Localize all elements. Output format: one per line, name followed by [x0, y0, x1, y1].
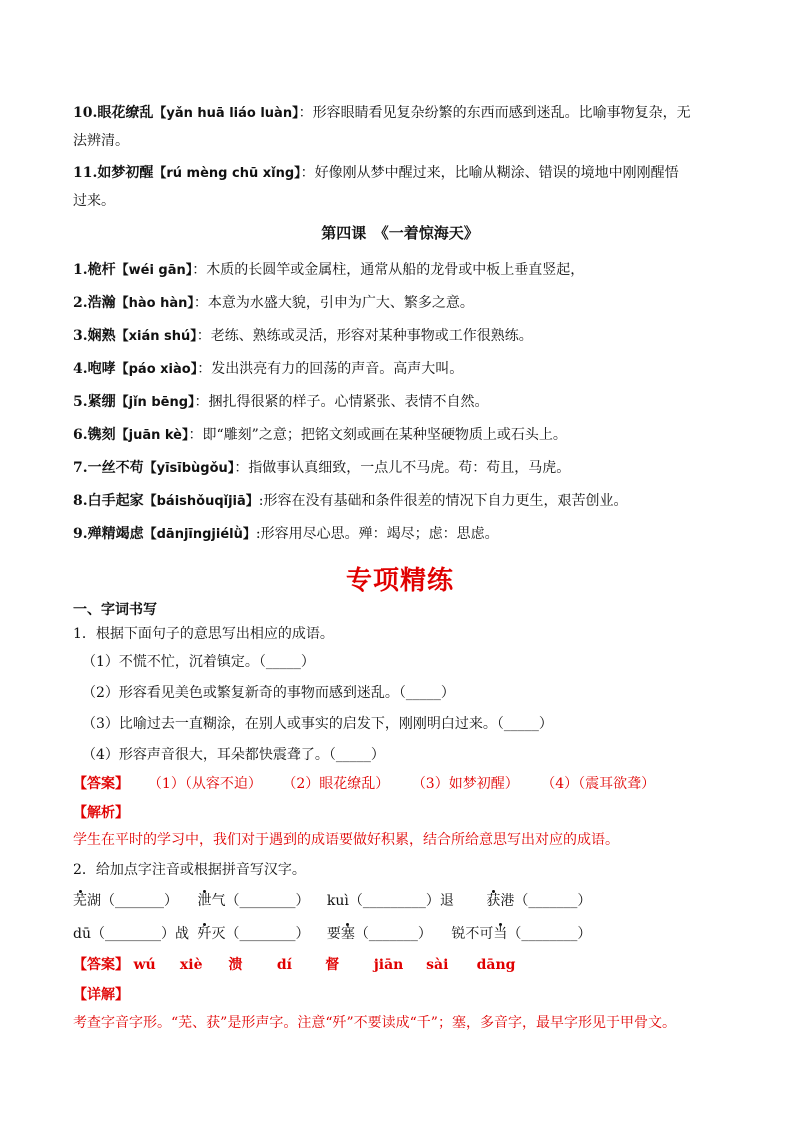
fill-text: kuì（_________）退	[326, 893, 454, 909]
fill-text: 湖（_______）	[87, 893, 178, 909]
answer-2: （2）眼花缭乱）	[282, 776, 390, 792]
lesson-item-6	[73, 425, 733, 446]
fill-cell	[327, 924, 447, 944]
vocab-item-10-cont	[73, 131, 733, 151]
item-pinyin: 【xián shú】	[115, 329, 197, 344]
dotted-char: 歼	[197, 926, 212, 942]
fill-cell	[486, 891, 626, 911]
lesson-item-4	[73, 359, 733, 380]
fill-text: 要	[326, 926, 341, 942]
lesson-title: 第四课 《一着惊海天》	[321, 224, 479, 242]
answer-4: （4）（震耳欲聋）	[541, 776, 656, 792]
lesson-item-2	[73, 293, 733, 314]
lesson-item-5	[73, 392, 733, 413]
item-pinyin: 【wéi gān】	[115, 263, 193, 278]
lesson-item-9	[73, 524, 733, 545]
question-1-analysis-label: 【解析】	[73, 805, 129, 821]
item-word: 殚精竭虑	[87, 526, 144, 542]
item-definition: :形容在没有基础和条件很差的情况下自力更生，艰苦创业。	[258, 493, 628, 509]
item-definition: ：指做事认真细致，一点儿不马虎。苟：苟且，马虎。	[234, 460, 571, 476]
item-definition: ：捆扎得很紧的样子。心情紧张、表情不自然。	[194, 394, 489, 410]
item-word: 镌刻	[87, 427, 116, 443]
answer-4: dí	[276, 957, 292, 973]
vocab-definition-cont: 过来。	[73, 193, 115, 209]
item-num: 5.	[73, 394, 88, 410]
fill-cell	[451, 924, 626, 944]
vocab-item-11	[73, 163, 733, 184]
item-pinyin: 【jǐn bēng】	[115, 395, 195, 410]
question-1-answer	[73, 774, 733, 794]
item-num: 8.	[73, 493, 88, 509]
vocab-definition: ：形容眼睛看见复杂纷繁的东西而感到迷乱。比喻事物复杂，无	[298, 105, 691, 121]
dotted-char: 塞	[340, 926, 355, 942]
item-word: 浩瀚	[87, 295, 116, 311]
question-2-detail: 考查字音字形。“芜、获”是形声字。注意“歼”不要读成“千”；塞，多音字，最早字形见于甲骨文。	[73, 1015, 676, 1031]
item-word: 紧绷	[87, 394, 116, 410]
vocab-num: 10.	[73, 105, 98, 121]
answer-label: 【答案】	[73, 776, 129, 792]
item-word: 娴熟	[87, 328, 116, 344]
lesson-item-7	[73, 458, 733, 479]
fill-text: 气（________）	[211, 893, 310, 909]
item-num: 1.	[73, 262, 88, 278]
main-title: 专项精练	[345, 566, 454, 596]
fill-cell	[73, 891, 193, 911]
item-num: 6.	[73, 427, 88, 443]
answer-label: 【答案】	[73, 957, 129, 973]
lesson-item-3	[73, 326, 733, 347]
answer-3: 溃	[228, 957, 243, 973]
answer-1: wú	[133, 957, 156, 973]
answer-3: （3）如梦初醒）	[411, 776, 519, 792]
dotted-char: 泄	[197, 893, 212, 909]
answer-6: jiān	[373, 957, 404, 973]
question-1-analysis: 学生在平时的学习中，我们对于遇到的成语要做好积累，结合所给意思写出对应的成语。	[73, 832, 619, 848]
dotted-char: 芜	[73, 893, 87, 909]
question-1-item-4: （4）形容声音很大，耳朵都快震聋了。（_____）	[82, 747, 385, 763]
section-heading: 一、字词书写	[73, 602, 157, 618]
vocab-word: 如梦初醒	[97, 165, 154, 181]
item-definition: ：老练、熟练或灵活，形容对某种事物或工作很熟练。	[196, 328, 533, 344]
vocab-word: 眼花缭乱	[97, 105, 154, 121]
item-pinyin: 【hào hàn】	[115, 296, 194, 311]
fill-cell	[327, 891, 482, 911]
fill-cell	[197, 891, 322, 911]
item-num: 9.	[73, 526, 88, 542]
lesson-item-1	[73, 260, 733, 281]
lesson-item-8	[73, 491, 733, 512]
fill-cell	[197, 924, 322, 944]
vocab-pinyin: 【rú mèng chū xǐng】	[153, 166, 301, 181]
question-2-answer	[73, 955, 733, 975]
answer-8: dāng	[476, 957, 516, 973]
question-1-item-3: （3）比喻过去一直糊涂，在别人或事实的启发下，刚刚明白过来。（_____）	[82, 716, 553, 732]
answer-2: xiè	[179, 957, 203, 973]
item-pinyin: 【yīsībùgǒu】	[143, 461, 235, 476]
fill-cell	[73, 924, 193, 944]
item-pinyin: 【juān kè】	[115, 428, 189, 443]
item-word: 一丝不苟	[87, 460, 144, 476]
vocab-definition: ：好像刚从梦中醒过来，比喻从糊涂、错误的境地中刚刚醒悟	[300, 165, 679, 181]
fill-text: 港（_______）	[500, 893, 592, 909]
fill-text: （________）	[507, 926, 592, 942]
item-pinyin: 【páo xiào】	[115, 362, 198, 377]
answer-1: （1）（从容不迫）	[147, 776, 262, 792]
question-1-item-2: （2）形容看见美色或繁复新奇的事物而感到迷乱。（_____）	[82, 685, 455, 701]
item-word: 白手起家	[87, 493, 144, 509]
item-num: 4.	[73, 361, 88, 377]
vocab-pinyin: 【yǎn huā liáo luàn】	[153, 106, 299, 121]
item-word: 咆哮	[87, 361, 116, 377]
fill-text: 锐不可	[451, 926, 494, 942]
item-definition: :形容用尽心思。殚：竭尽；虑：思虑。	[255, 526, 499, 542]
item-num: 7.	[73, 460, 88, 476]
vocab-num: 11.	[73, 165, 98, 181]
vocab-item-10	[73, 103, 733, 124]
item-definition: ：本意为水盛大貌，引申为广大、繁多之意。	[193, 295, 474, 311]
answer-7: sài	[426, 957, 449, 973]
item-pinyin: 【báishǒuqǐjiā】	[143, 494, 259, 509]
item-num: 2.	[73, 295, 88, 311]
question-1-stem: 1．根据下面句子的意思写出相应的成语。	[73, 626, 334, 642]
question-2-stem: 2．给加点字注音或根据拼音写汉字。	[73, 862, 306, 878]
dotted-char: 当	[493, 926, 508, 942]
fill-text: 灭（________）	[211, 926, 310, 942]
dotted-char: 获	[486, 893, 501, 909]
item-definition: ：即“雕刻”之意；把铭文刻或画在某种坚硬物质上或石头上。	[188, 427, 567, 443]
item-word: 桅杆	[87, 262, 116, 278]
answer-5: 督	[325, 957, 340, 973]
vocab-definition-cont: 法辨清。	[73, 133, 129, 149]
vocab-item-11-cont	[73, 191, 733, 211]
item-definition: ：发出洪亮有力的回荡的声音。高声大叫。	[197, 361, 464, 377]
item-pinyin: 【dānjīngjiélǜ】	[143, 527, 256, 542]
item-num: 3.	[73, 328, 88, 344]
question-1-item-1: （1）不慌不忙，沉着镇定。（_____）	[82, 654, 315, 670]
fill-text: （_______）	[354, 926, 432, 942]
item-definition: ：木质的长圆竿或金属柱，通常从船的龙骨或中板上垂直竖起，	[192, 262, 585, 278]
question-2-row-2	[73, 924, 733, 944]
fill-text: dū（________）战	[73, 926, 189, 942]
question-2-row-1	[73, 891, 733, 911]
question-2-detail-label: 【详解】	[73, 987, 129, 1003]
